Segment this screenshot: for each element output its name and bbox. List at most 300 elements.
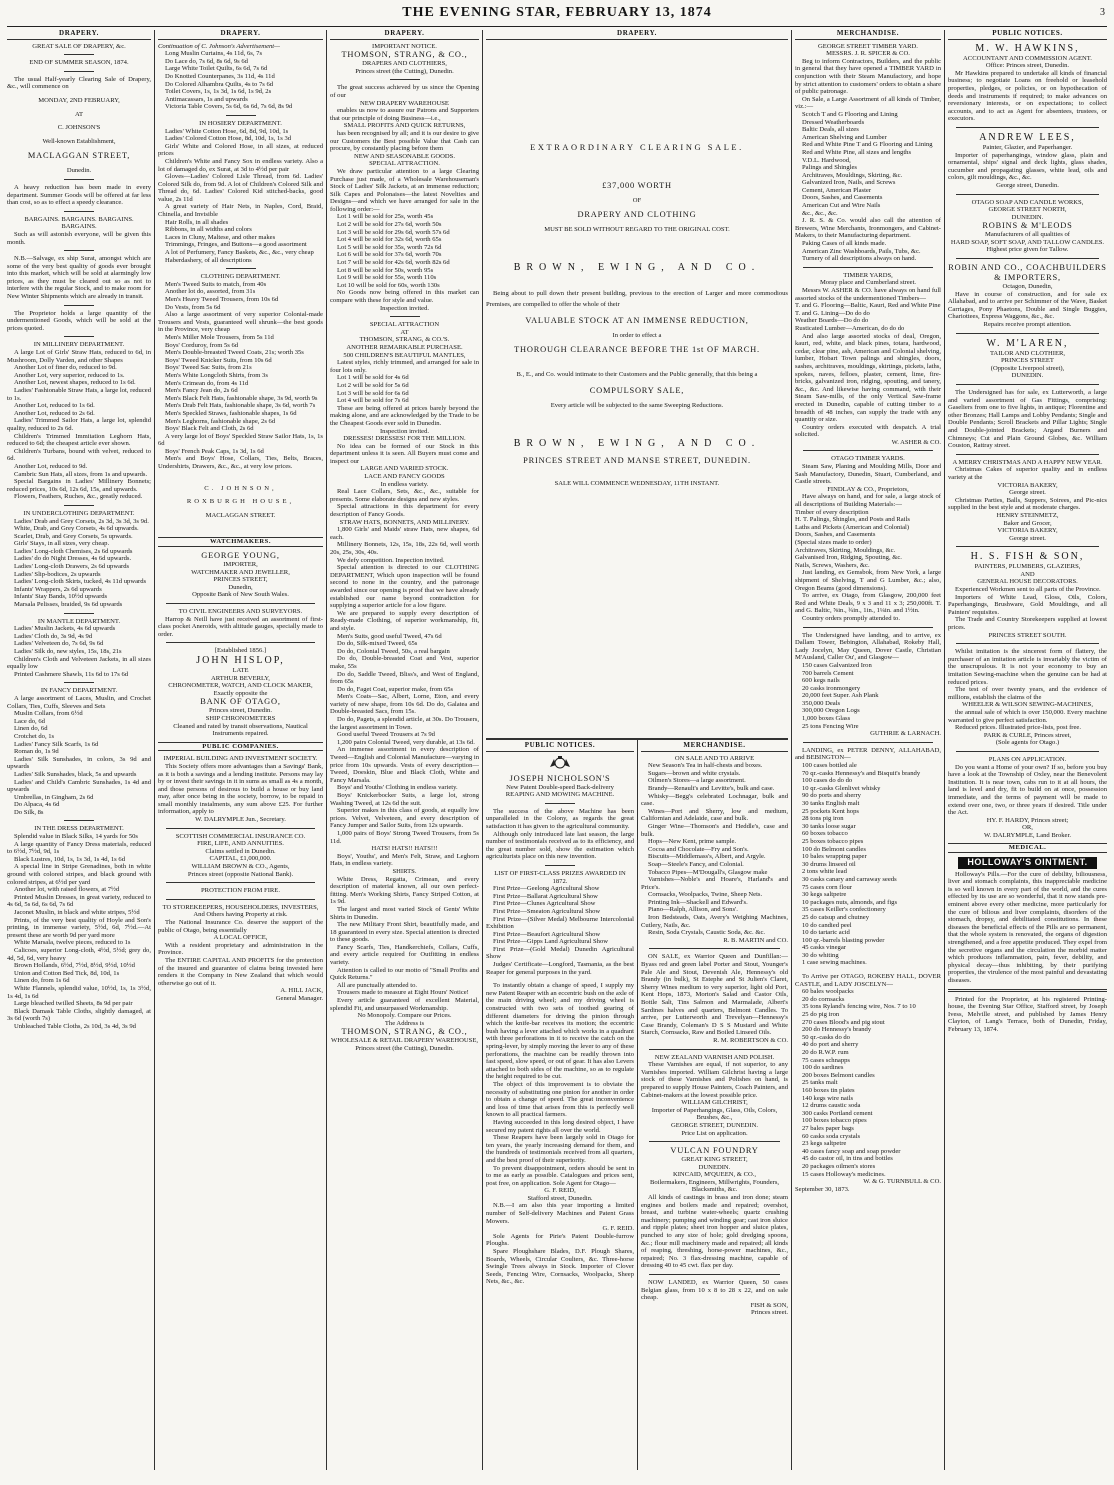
list-item: 700 barrels Cement [802,669,854,677]
ad-text: Boilermakers, Engineers, Millwrights, Founders, Blacksmiths, &c. [649,1178,780,1194]
list-item: American Cut and Wire Nails [802,202,881,210]
ad-text: AT [74,110,84,118]
list-item: Children's White and Fancy Sox in endless variety. Also a lot of damaged do, ex Surat, at 3d to 4½d per pair [158,157,323,173]
ad-heading: ON SALE AND TO ARRIVE [674,754,755,762]
list-item: Children's Trimmed Immitation Leghorn Hats, reduced to 6d; the cheapest article ever shown. [7,432,151,448]
ad-text: PRINCES STREET SOUTH. [988,631,1067,639]
ad-text: Special attention is directed to our CLOTHING DEPARTMENT, Which upon inspection will be found second to none in the country, and the patronage awarded since our opening is proof that we have already established our name beyond contradiction for supplying a superior article for a low figure. [330,564,479,610]
list-item: Ladies' Cloth do, 3s 9d, 4s 9d [14,632,93,640]
ad-heading: LIST OF FIRST-CLASS PRIZES AWARDED IN 1872. [494,869,626,885]
divider [64,820,94,821]
ad-text: To prevent disappointment, orders should be sent in to me as early as possible. Catalogues and prices sent, post free, on application. Sole Agent for Otago— [486,1164,634,1187]
list-item: 10 qr.-casks Glenlivet whisky [802,784,881,792]
ad-text: N.B.—I am also this year importing a limited number of Self-delivery Machines and Patent Grass Mowers. [486,1202,634,1225]
department-heading: IN THE DRESS DEPARTMENT. [34,825,124,833]
ad-text: With a resident proprietary and administration in the Province. [158,941,323,957]
ad-text: Good useful Tweed Trousers at 7s 9d [337,731,435,739]
ad-text: DUNEDIN. [698,1163,731,1171]
list-item: 30 do whiting [802,951,839,959]
ad-text: Reduced prices. Illustrated price-lists, post free. [955,724,1081,732]
ad-text: J. R. S. & Co. would also call the attention of Brewers, Wine Merchants, Ironmongers, and Cabinet-Makers, to their Manufacturing department. [795,217,941,240]
list-item: 10 bales wrapping paper [802,853,867,861]
ad-heading: EXTRAORDINARY CLEARING SALE. [530,142,744,152]
signature: W. & G. TURNBULL & CO. [863,1178,941,1186]
list-item: Red and White Pine, all sizes and lengths [802,148,912,156]
list-item: Men's Black Felt Hats, fashionable shape, 3s 9d, worth 9s [165,394,318,402]
section-header: MERCHANDISE. [641,742,788,752]
ad-text: Country orders promptly attended to. [802,614,900,622]
list-item: Ladies' Trimmed Sailor Hats, a large lot, splendid quality, reduced to 2s 6d. [7,417,151,432]
ad-text: We defy competition. Inspection invited. [337,556,445,564]
list-item: 35 tons Ryland's fencing wire, Nos. 7 to 10 [802,1003,916,1011]
ad-text: Spare Ploughshare Blades, D.F. Plough Shares, Boards, Wheels, Circular Coulters, &c. Three-horse Swingle Trees always in Stock. Importer of Clover Seeds, Fencing Wire, Cornsacks, Woolpacks, Sheep Nets, &c., &c. [486,1248,634,1286]
divider [545,803,575,804]
divider [486,738,788,740]
ad-text: DRAPERS AND CLOTHIERS, [362,60,447,68]
list-item: 45 do castor oil, in tins and bottles [802,1155,893,1163]
ad-firm: VICTORIA BAKERY, [997,481,1058,489]
ad-text: To arrive, ex Otago, from Glasgow, 200,000 feet Red and White Deals, 9 x 3 and 11 x 3; 250,000ft. T. and G. Baltic, ⅝in., ¾in., 1in., 1¼in. and 1½in. [795,592,941,615]
ad-address: PRINCES STREET AND MANSE STREET, DUNEDIN. [523,455,751,465]
ad-heading: PLANS ON APPLICATION. [988,755,1067,763]
item-list [7,518,151,609]
list-item: 12 drums caustic soda [802,1102,861,1110]
divider [956,454,1099,455]
divider [64,211,94,212]
list-item: First Prize—Geelong Agricultural Show [493,885,600,893]
list-item: Ladies' Drab and Grey Corsets, 2s 3d, 3s 3d, 3s 9d. [14,517,149,525]
ad-text: No Goods now being offered in this market can compare with these for style and value. [330,289,479,304]
ad-firm: BROWN, EWING, AND CO. [513,261,761,273]
ad-text: Importer of paperhangings, window glass, plain and ornamental, ships' signal and deck lights, glass shades, cucumber and propagating glasses, white lead, oils and colors, gilt mouldings, &c., &c. [948,151,1107,182]
list-item: Ladies' Fashionable Straw Hats, a large lot, reduced to 1s. [7,387,151,402]
list-item: Men's Suits, good useful Tweed, 47s 6d [337,632,442,640]
item-list [641,762,788,937]
item-list [795,762,941,967]
list-item: Men's Tweed Suits to match, from 40s [165,280,267,288]
list-item: 100 cases do do do [802,777,853,785]
section-header: DRAPERY. [486,30,788,40]
list-item: Trimmings, Fringes, and Buttons—a good assortment [165,241,307,249]
list-item: Ladies' Long-cloth Drawers, 2s 6d upwards [14,563,130,571]
list-item: Umbrellas, in Gingham, 2s 6d [14,793,94,801]
list-item: Galvanized Iron, Nails, and Screws [802,179,896,187]
item-list [158,128,323,265]
list-item: Roman do, 1s 9d [14,748,59,756]
divider [64,613,94,614]
ad-text: Do do, Pagets, a splendid article, at 30s. Do Trousers, the largest assortment in Town. [330,716,479,731]
ad-text: Special attractions in this department for every description of Fancy Goods. [330,503,479,519]
divider [649,948,780,949]
divider [803,742,933,743]
ad-heading: TO CIVIL ENGINEERS AND SURVEYORS. [178,608,303,615]
ad-text: ARTHUR BEVERLY, [211,674,270,682]
ad-heading: LARGE AND VARIED STOCK. [360,465,449,473]
list-item: 75 cases schnapps [802,1056,850,1064]
column-4-lower [486,742,634,1470]
ad-text: The ENTIRE CAPITAL AND PROFITS for the protection of the insured and guarantee of claims being invested here renders it the Company in New Zealand that which would otherwise go out of it. [158,956,323,987]
list-item: Red and White Pine T and G Flooring and Lining [802,141,933,149]
list-item: 200 boxes Belmont candles [802,1071,875,1079]
divider [166,828,315,829]
ad-text: New Patent Double-speed Back-delivery [506,783,614,791]
ad-text: This Society offers more advantages than a Savings' Bank, as it is both a savings and a lending institute. Persons may lay by or invest their savings in it in sums as small as 4s a month, and those persons of desirous to build a house or buy land may, after once being in the society, borrow, to be repaid in small monthly instalments, any sum above £25. For further information, apply to [158,762,323,816]
page-number: 3 [1100,7,1105,18]
list-item: 10 do candied peel [802,921,852,929]
list-item: 350,000 Deals [802,699,841,707]
ad-text: Have always on hand, and for sale, a large stock of all descriptions of Building Materials:— [795,493,941,509]
ad-heading: OTAGO TIMBER YARDS. [831,455,905,463]
ad-text: In endless variety. [380,480,429,488]
ad-text: American Zinc Washboards, Pails, Tubs, &c. [802,247,921,255]
ad-text: Holloway's Pills.—For the cure of debility, biliousness, liver and stomach complaints, this inappreciable medicine is so well known in every part of the world, and the cures effected by its use are so wonderful, that it now stands pre-eminent above every other medicine, more particularly for the cure of bilious and liver complaints, disorders of the stomach, dropsy, and debilitated constitutions. In these diseases the beneficial effects of the Pills are so permanent, that the whole system is renovated, the organs of digestion strengthened, and a free appetite produced. They expel from the secretive organs and the circulation the morbid matter which produces inflammation, pain, fever, debility, and physical decay—thus inhibiting, by their purifying properties, the virulence of the most painful and devastating diseases. [948,870,1107,984]
ad-text: Country orders executed with despatch. A trial solicited. [795,423,941,439]
ad-text: The Address is [384,1019,425,1027]
ad-text: A heavy reduction has been made in every department. Summer Goods will be offered at far less than cost, so as to effect a speedy clearance. [7,183,151,207]
list-item: Lot 1 will be sold for 25s, worth 45s [337,213,434,221]
list-item: White Flannels, splendid value, 10½d, 1s, 1s 3½d, 1s 4d, 1s 6d [7,984,151,1000]
column-rule [326,30,327,1470]
ad-text: MUST BE SOLD WITHOUT REGARD TO THE ORIGINAL COST. [544,226,730,234]
ad-heading: REAPING AND MOWING MACHINE. [505,791,615,799]
ad-text: T. and G. Lining—Do do do [795,309,870,317]
ad-heading: PROTECTION FROM FIRE. [201,887,280,895]
list-item: Linen do, from 1s 6d [14,977,70,985]
ad-bargains: BARGAINS. BARGAINS. BARGAINS. [24,215,134,223]
column-6 [795,30,941,1470]
ad-text: Do you want a Home of your own? If so, before you buy have a look at the Township of Oxley, near the Benevolent Institution. It is near town, cabs run to it at all hours, the land is level and dry, fit to build on at once, possession immediate, and the terms of payment will be made to extend over one, two, or three years if desired. Title under the Act. [948,763,1107,817]
column-7 [948,30,1107,1470]
ad-firm: M. W. HAWKINS, [975,42,1080,54]
ad-text: Every article guaranteed of excellent Material, splendid Fit, and unsurpassed Workmanship. [330,997,479,1012]
list-item: Ladies' Silk Sunshades, in colors, 3s 9d and upwards [7,755,151,771]
ad-heading: IMPERIAL BUILDING AND INVESTMENT SOCIETY. [163,755,318,763]
list-item: Doors, Sashes, and Casements [802,194,883,202]
ad-text: BANK OF OTAGO, [200,697,281,707]
list-item: Black Lustres, 10d, 1s, 1s 3d, 1s 4d, 1s 6d [14,855,125,863]
ad-text: On Sale, a Large Assortment of all kinds of Timber, viz.:— [795,95,941,111]
divider [166,899,315,900]
list-item: 20 casks ironmongery [802,684,861,692]
list-item: 75 cases corn flour [802,883,852,891]
ad-heading: WHEELER & WILSON SEWING-MACHINES, [961,701,1093,709]
ad-text: An immense assortment in every description of Tweed—English and Colonial Manufacture—varying in price from 10s upwards. Vests of every description—Tweed, Doeskin, Blue and Black Cloth, White and Fancy Marsala. [330,746,479,784]
ad-text: H. T. Palings, Shingles, and Posts and Rails [795,516,910,524]
signature: MACLAGGAN STREET. [205,511,276,519]
ad-text: Attention is called to our motto of "Small Profits and Quick Returns." [330,966,479,982]
ad-heading: NEW DRAPERY WAREHOUSE [360,99,449,107]
ad-firm: ROBIN AND CO., COACHBUILDERS & IMPORTERS, [948,263,1107,283]
ad-heading: THOROUGH CLEARANCE BEFORE THE 1st OF MARCH. [514,345,760,355]
list-item: Lot 4 will be sold for 7s 6d [337,397,409,405]
ad-text: Manufacturers of all qualities of [985,231,1070,239]
ad-text: Office: Princes street, Dunedin. [985,62,1070,70]
list-item: A very large lot of Boys' Speckled Straw Sailor Hats, 1s, 1s 6d [158,432,323,448]
list-item: Sugars—brown and white crystals. [648,769,741,777]
item-list [158,281,323,471]
ad-text: enables us now to assure our Patrons and Supporters that our principle of doing Business—i.e., [330,107,479,122]
list-item: Lot 8 will be sold for 50s, worth 95s [337,266,434,274]
list-item: 300 casks Portland cement [802,1109,873,1117]
ad-text: Every article will be subjected to the same Sweeping Reductions. [550,402,724,410]
ad-text: Latest styles, richly trimmed, and arranged for sale in four lots only. [330,359,479,374]
ad-text: Beg to inform Contractors, Builders, and the public in general that they have opened a TIMBER YARD in conjunction with their Steam Manufactory, and hope by strict attention to customers' orders to obtain a share of public patronage. [795,57,941,96]
list-item: Lot 7 will be sold for 42s 6d, worth 82s 6d [337,259,450,267]
list-item: White Marsala, twelve pieces, reduced to 1s [14,939,131,947]
list-item: Ladies' do do Night Dresses, 4s 6d upwards. [14,555,132,563]
list-item: Ribbons, in all widths and colors [165,226,252,234]
list-item: Another Lot, reduced to 9d. [14,462,88,470]
ad-text: [Established 1856.] [214,647,267,655]
ad-text: Well-known Establishment, [42,137,116,145]
list-item: 25 do catsup and chutney [802,913,870,921]
ad-text: LANDING, ex PETER DENNY, ALLAHABAD, and BEBINGTON— [795,746,941,762]
ad-text: CAPITAL, £1,000,000. [209,855,272,863]
column-5-lower [641,742,788,1470]
list-item: 25 tons Fencing Wire [802,722,859,730]
ad-text: (Special sizes made to order) [795,539,872,546]
ad-text: Being about to pull down their present building, previous to the erection of Larger and more commodious Premises, are compelled to offer the whole of their [486,289,788,308]
list-item: Men's Drab Felt Hats, fashionable shape, 3s 6d, worth 7s [165,402,316,410]
divider [956,751,1099,752]
divider [64,336,94,337]
item-list [7,625,151,678]
ad-text: Mr Hawkins prepared to undertake all kinds of financial business; to negotiate Loans on freehold or leasehold properties, pledges, or policies, or on hypothecation of deeds and instruments if required; to make advances on reversionary interests, or on expectations; to collect accounts, and to act as Agent for absentees, trustees, or executors. [948,69,1107,123]
item-list [795,111,941,217]
ad-firm: HENRY STEINMETZ, [996,511,1059,519]
ad-firm: ANDREW LEES, [979,131,1076,143]
signature: C. JOHNSON, [204,484,277,492]
list-item: Special Bargains in Ladies' Millinery Bonnets; reduced prices, 10s 6d, 12s 6d, 15s, and upwards. [7,478,151,493]
ad-text: B., E., and Co. would intimate to their Customers and the Public generally, that this being a [516,371,758,379]
column-rule [482,30,483,1470]
ad-heading: NEW ZEALAND VARNISH AND POLISH. [654,1053,775,1061]
department-heading: IN FANCY DEPARTMENT. [40,687,118,695]
list-item: Oilmen's Stores—a large assortment. [648,777,746,785]
ad-heading: VULCAN FOUNDRY [670,1146,759,1156]
list-item: Do do, Double-breasted Coat and Vest, superior make, 55s [330,655,479,670]
ad-text: Doors, Sashes, and Casements [795,531,876,539]
section-header: MEDICAL. [948,843,1107,853]
ad-firm: ROBINS & M'LEODS [982,221,1073,231]
divider [956,384,1099,385]
ad-text: ON SALE, ex Warrior Queen and Dunfillan:—Byass red and green label Porter and Stout, Younger's Pale Ale and Stout, Devenish Ale, Hennessy's old Brandy (in bulk), St Estephe and St Julien's Claret, Sherry Wines medium to very superior, light old Port, Kent Hops, 1873, Morton's Salad and Castor Oils, Bottle Salt, Tins Salmon and Marmalade, Albert's Sardines halves and quarters, Belmont Candles. To arrive, per Lutterworth and Trevelyan—Hennessy's Case Brandy, Coleman's D S S Mustard and White Starch, Cornsacks, Raw and Boiled Linseed Oils. [641,953,788,1037]
masthead-title: THE EVENING STAR, FEBRUARY 13, 1874 [402,5,712,20]
item-list [795,662,941,730]
item-list [330,374,479,404]
department-heading: CLOTHING DEPARTMENT. [200,273,281,281]
ad-text: Such as will astonish everyone, will be given this month. [7,230,151,246]
ad-text: Highest price given for Tallow. [986,246,1069,254]
list-item: Printing Ink—Shackell and Edward's. [648,898,748,906]
list-item: Dressed Weatherboards [802,118,865,126]
list-item: Lot 10 will be sold for 60s, worth 130s [337,281,440,289]
list-item: 600 kegs nails [802,677,840,685]
list-item: 30 drums linseed oil [802,860,856,868]
list-item: First Prize—Beaufort Agricultural Show [493,930,601,938]
list-item: Men's Miller Mole Trousers, from 5s 11d [165,333,274,341]
ad-text: A LOCAL OFFICE, [213,934,268,942]
ad-text: Timber of every description [795,508,869,516]
ad-text: And also large assorted stocks of deal, Oregon, kauri, red, white, and black pines, totara, hardwood, cedar, clear pine, ash, American and Colonial shelving, lumber, Hobart Town palings and shingles, doors, sashes, architraves, mouldings, skirtings, pickets, laths, spokes, naves, felloes, plaster, cement, lime, fire-bricks, galvanized iron, ridging, spouting, and tanery, &c., &c. And likewise having command, with their Steam Saw-mills, of the only Vertical Saw-frame erected in Dunedin, capable of cutting timber to a breadth of 48 inches, can supply the trade with any quantity or size. [795,332,941,424]
ad-text: WILLIAM BROWN & CO., Agents, [191,863,290,871]
divider [649,1049,780,1050]
list-item: 30 casks canary and carraway seeds [802,875,897,883]
list-item: 20 packages oilmen's stores [802,1162,876,1170]
divider [166,882,315,883]
ad-firm: BROWN, EWING, AND CO. [513,437,761,449]
list-item: Ladies' Velveteen do, 7s 6d, 9s 6d [14,640,104,648]
ad-text: Sole Agents for Pirie's Patent Double-furrow Ploughs. [486,1232,634,1248]
department-heading: IN UNDERCLOTHING DEPARTMENT. [23,509,135,517]
list-item: Lot 3 will be sold for 6s 6d [337,389,409,397]
ad-text: IMPORTER, [223,561,258,569]
list-item: Cocoa and Chocolate—Fry and Son's. [648,845,749,853]
list-item: Children's Turbans, bound with velvet, reduced to 6d. [7,447,151,463]
list-item: Do Lace do, 7s 6d, 8s 6d, 9s 6d [165,57,248,65]
ad-text: The usual Half-yearly Clearing Sale of Drapery, &c., will commence on [7,75,151,91]
ad-heading: VALUABLE STOCK AT AN IMMENSE REDUCTION, [525,315,749,325]
list-item: 200 do Hennessy's brandy [802,1026,872,1034]
divider [649,1274,780,1275]
column-rule [944,30,945,1470]
item-list [7,833,151,1030]
ad-text: No Monopoly. Compare our Prices. [357,1012,452,1020]
list-item: 160 boxes tin plates [802,1086,855,1094]
section-header: PUBLIC NOTICES. [948,30,1107,40]
list-item: 100 boxes tobacco pipes [802,1117,867,1125]
item-list [795,988,941,1178]
list-item: Scotch T and G Flooring and Lining [802,110,898,118]
list-item: 270 cases Blood's and pig stout [802,1018,885,1026]
list-item: Do Silk, 8s [14,808,44,816]
list-item: 60 casks soda crystals [802,1132,861,1140]
list-item: Splendid value in Black Silks, 14 yards for 50s [14,833,138,841]
item-list [7,695,151,817]
newspaper-page [7,4,1107,1474]
ad-text: Nails, Screws, Washers, &c. [795,561,870,569]
list-item: Biscuits—Middlemass's, Albert, and Argyle. [648,853,766,861]
ad-firm: FINDLAY & CO., Proprietors, [827,485,909,493]
section-header: PUBLIC NOTICES. [486,742,634,752]
list-item: 30 tanks English malt [802,800,860,807]
section-header: DRAPERY. [158,30,323,40]
list-item: 20 do cornsacks [802,995,845,1003]
ad-text: Price List on application. [681,1129,748,1137]
ad-firm: C. JOHNSON'S [57,124,101,132]
list-item: Scarlet, Drab, and Grey Corsets, 5s upwards. [14,532,133,540]
ad-text: The new Military Front Shirt, beautifully made, and 18 guaranteed in every size. Special attention is directed to these goods. [330,921,479,944]
ad-text: George street. [1009,534,1046,542]
section-header: DRAPERY. [330,30,479,40]
ad-text: Christmas Parties, Balls, Suppers, Soirees, and Pic-nics supplied in the best style and at moderate charges. [948,496,1107,512]
signature: G. F. REID. [602,1225,634,1233]
list-item: A large Lot of Girls' Straw Hats, reduced to 6d, in Mushroom, Dolly Varden, and other Shapes [7,349,151,364]
divider [64,71,94,72]
ad-text: Princes street (the Cutting), Dunedin. [355,67,454,75]
ad-heading: DRESSES! DRESSES! FOR THE MILLION. [343,435,466,443]
list-item: First Prize—Clunes Agricultural Show [493,900,596,908]
ad-heading: HARD SOAP, SOFT SOAP, AND TALLOW CANDLES. [950,238,1105,246]
section-header: PUBLIC COMPANIES. [158,742,323,752]
divider [803,627,933,628]
ad-text: Trousers made to measure at Eight Hours' Notice! [337,989,469,997]
ad-text: Experienced Workmen sent to all parts of the Province. [955,586,1101,594]
list-item: Ladies' Colored Cotton Hose, 8d, 10d, 1s, 1s 3d [165,135,292,143]
masthead [7,4,1107,27]
list-item: 40 cases fancy soap and soap powder [802,1147,901,1155]
ad-heading: £37,000 WORTH [602,180,672,190]
column-2 [158,30,323,1470]
list-item: Boys' Tweed Sac Suits, from 21s [165,364,252,372]
ad-firm: MESSRS. J. R. SPICER & CO. [826,50,910,58]
list-item: Ladies' Long-cloth Skirts, tucked, 4s 11d upwards [14,578,147,586]
list-item: Men's and Boys' Hose, Collars, Ties, Belts, Braces, Undershirts, Drawers, &c., &c., at very low prices. [158,455,323,471]
ad-text: Repairs receive prompt attention. [983,321,1072,329]
signature: Princes street. [751,1309,788,1317]
ad-text: Although only introduced late last season, the large number of testimonials received as to its efficiency, and the great number sold, show the estimation which agriculturists place on this new invention. [486,830,634,861]
ad-heading: SCOTTISH COMMERCIAL INSURANCE CO. [175,832,306,840]
list-item: Wines—Port and Sherry, low and medium, Californian and Adelaide, case and bulk. [641,807,788,823]
ad-text: SHIP CHRONOMETERS [205,714,276,722]
divider [956,643,1099,644]
department-heading: IN MILLINERY DEPARTMENT. [33,341,125,349]
signature: GUTHRIE & LARNACH. [870,730,941,738]
list-item: Printed Muslin Dresses, in great variety, reduced to 4s 6d, 5s 6d, 6s 6d, 7s 6d [7,893,151,909]
ad-text: The largest and most varied Stock of Gents' White Shirts in Dunedin. [330,905,479,921]
list-item: Men's Fancy Jean do, 2s 6d [165,387,238,395]
ad-date: MONDAY, 2ND FEBRUARY, [38,96,120,104]
list-item: Do do, Colonial Tweed, 50s, a real bargain [337,647,450,655]
list-item: Long Muslin Curtains, 4s 11d, 6s, 7s [165,50,263,58]
list-item: Lot 9 will be sold for 55s, worth 110s [337,274,437,282]
list-item: Cornsacks, Woolpacks, Twine, Sheep Nets. [648,891,763,899]
ad-heading: ACCOUNTANT AND COMMISSION AGENT. [963,54,1092,62]
list-item: Victoria Table Covers, 5s 6d, 6s 6d, 7s 6d, 8s 9d [165,103,293,111]
item-list [486,885,634,961]
list-item: Whisky—Begg's celebrated Lochnagar, bulk and case. [641,792,788,808]
ad-text: Christmas Cakes of superior quality and in endless variety at the [948,466,1107,481]
list-item: 100 do sardines [802,1064,844,1072]
divider [64,54,94,55]
list-item: &c., &c., &c. [802,209,838,217]
list-item: A great variety of Hair Nets, in Naples, Cord, Braid, Chinella, and Invisible [158,203,323,219]
ad-subtitle: END OF SUMMER SEASON, 1874. [29,59,129,67]
list-item: Ladies' Silk Sunshades, black, 5s and upwards [14,770,137,778]
ad-text: OR, [1022,824,1033,832]
ad-heading: A MERRY CHRISTMAS AND A HAPPY NEW YEAR. [952,458,1103,466]
column-1 [7,30,151,1470]
list-item: Cement, American Plaster [802,186,872,194]
ad-text: White Dress, Regatta, Crimean, and every description of material known, all our own perfect-fitting. Men's Working Shirts, Fancy Striped Cotton, at 1s 9d. [330,875,479,906]
ad-text: Turnery of all descriptions always on hand. [802,255,917,263]
list-item: Do do, Silk-mixed Tweed, 65s [337,640,418,648]
ad-text: FIRE, LIFE, AND ANNUITIES. [197,840,284,848]
list-item: V.D.L. Hardwood, [802,156,851,164]
ad-heading: STRAW HATS, BONNETS, AND MILLINERY. [339,518,470,526]
list-item: A large quantity of Fancy Dress materials, reduced to 6½d, 7½d, 9d, 1s [7,840,151,856]
ad-text: Opposite Bank of New South Wales. [192,591,289,599]
list-item: Palings and Shingles [802,164,857,172]
ad-text: WHOLESALE & RETAIL DRAPERY WAREHOUSE, [330,1037,479,1045]
ad-text: 1,000 pairs of Boys' Strong Tweed Trousers, from 5s 11d. [330,829,479,845]
ad-heading: GEORGE STREET NORTH, [988,206,1067,214]
ad-firm: H. S. FISH & SON, [970,551,1085,563]
list-item: Men's White Longcloth Shirts, from 3s [165,371,268,379]
list-item: Muslin Collars, from 6½d [14,710,83,718]
list-item: Lace do, 6d [14,717,45,725]
list-item: Crotchet do, 1s [14,732,55,740]
